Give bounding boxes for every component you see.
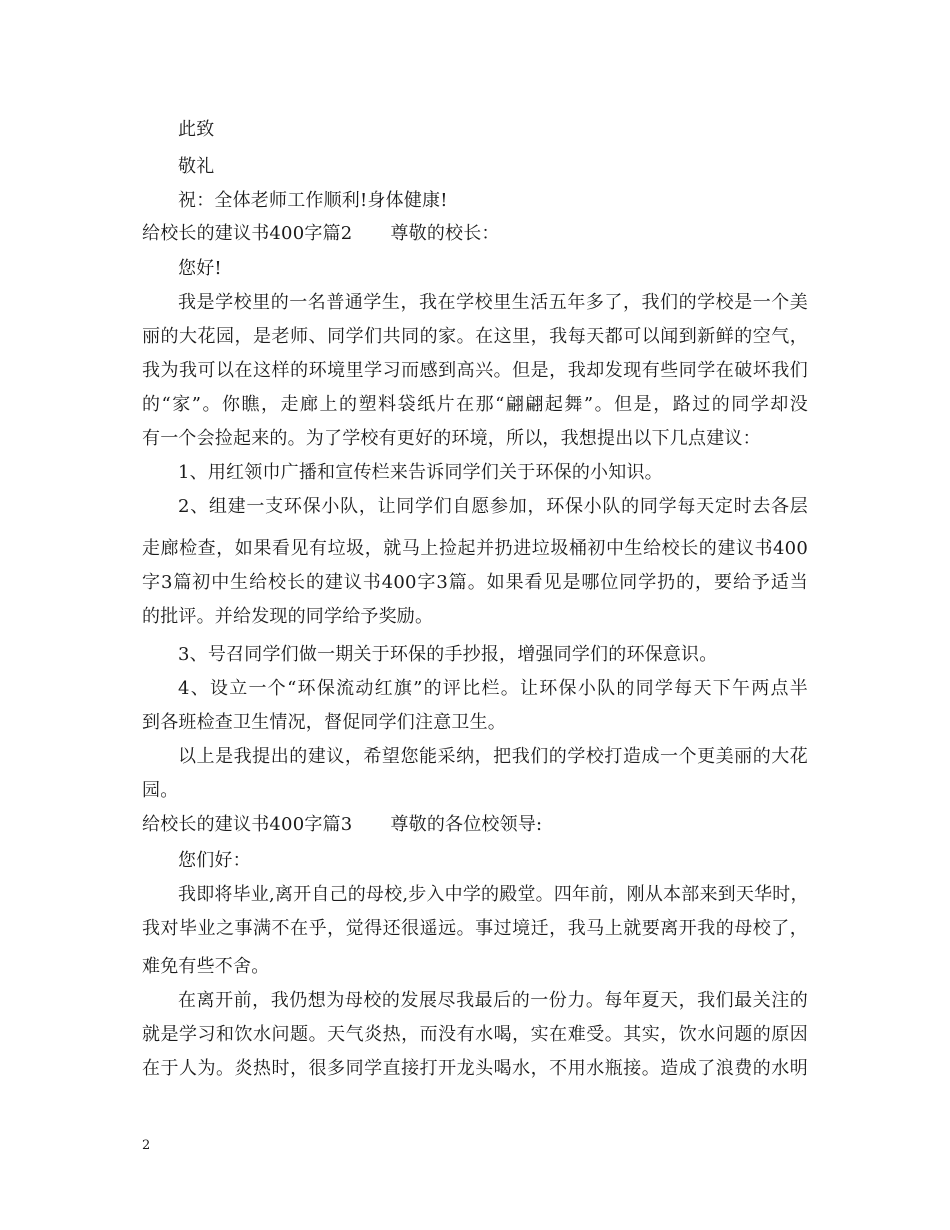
paragraph-line: 以上是我提出的建议，希望您能采纳，把我们的学校打造成一个更美丽的大花 [178, 746, 808, 767]
list-item: 1、用红领巾广播和宣传栏来告诉同学们关于环保的小知识。 [178, 462, 663, 483]
paragraph-line: 您好! [178, 258, 222, 279]
paragraph-line: 我为我可以在这样的环境里学习而感到高兴。但是，我却发现有些同学在破坏我们 [142, 360, 808, 381]
page-number: 2 [142, 1138, 151, 1153]
list-item: 2、组建一支环保小队，让同学们自愿参加，环保小队的同学每天定时去各层 [178, 496, 808, 517]
paragraph-line: 在离开前，我仍想为母校的发展尽我最后的一份力。每年夏天，我们最关注的 [178, 990, 808, 1011]
paragraph-line: 我即将毕业,离开自己的母校,步入中学的殿堂。四年前，刚从本部来到天华时， [178, 884, 809, 905]
paragraph-line: 在于人为。炎热时，很多同学直接打开龙头喝水，不用水瓶接。造成了浪费的水明 [142, 1058, 808, 1079]
letter-greeting: 尊敬的校长： [390, 223, 500, 244]
section-heading [142, 222, 500, 246]
letter-greeting: 尊敬的各位校领导: [390, 814, 543, 835]
section-title: 给校长的建议书400字篇2 [142, 223, 353, 244]
paragraph-line: 的批评。并给发现的同学给予奖励。 [142, 606, 434, 627]
paragraph-line: 字3篇初中生给校长的建议书400字3篇。如果看见是哪位同学扔的，要给予适当 [142, 572, 808, 593]
paragraph-line: 走廊检查，如果看见有垃圾，就马上捡起并扔进垃圾桶初中生给校长的建议书400 [142, 538, 808, 559]
paragraph-line: 有一个会捡起来的。为了学校有更好的环境，所以，我想提出以下几点建议： [142, 428, 761, 449]
paragraph-line: 我是学校里的一名普通学生，我在学校里生活五年多了，我们的学校是一个美 [178, 292, 808, 313]
paragraph-line: 就是学习和饮水问题。天气炎热，而没有水喝，实在难受。其实，饮水问题的原因 [142, 1024, 808, 1045]
salutation-line: 敬礼 [178, 156, 215, 177]
paragraph-line: 的“家”。你瞧，走廊上的塑料袋纸片在那“翩翩起舞”。但是，路过的同学却没 [142, 394, 808, 415]
paragraph-line: 难免有些不舍。 [142, 956, 270, 977]
wish-line: 祝：全体老师工作顺利!身体健康! [178, 190, 448, 211]
closing-line: 此致 [178, 119, 215, 140]
paragraph-line: 园。 [142, 780, 179, 801]
list-item: 4、设立一个“环保流动红旗”的评比栏。让环保小队的同学每天下午两点半 [178, 678, 808, 699]
paragraph-line: 到各班检查卫生情况，督促同学们注意卫生。 [142, 712, 506, 733]
paragraph-line: 我对毕业之事满不在乎，觉得还很遥远。事过境迁，我马上就要离开我的母校了， [142, 918, 808, 939]
section-heading [142, 813, 542, 837]
section-title: 给校长的建议书400字篇3 [142, 814, 353, 835]
paragraph-line: 丽的大花园，是老师、同学们共同的家。在这里，我每天都可以闻到新鲜的空气， [142, 326, 808, 347]
list-item: 3、号召同学们做一期关于环保的手抄报，增强同学们的环保意识。 [178, 644, 718, 665]
paragraph-line: 您们好： [178, 850, 251, 871]
